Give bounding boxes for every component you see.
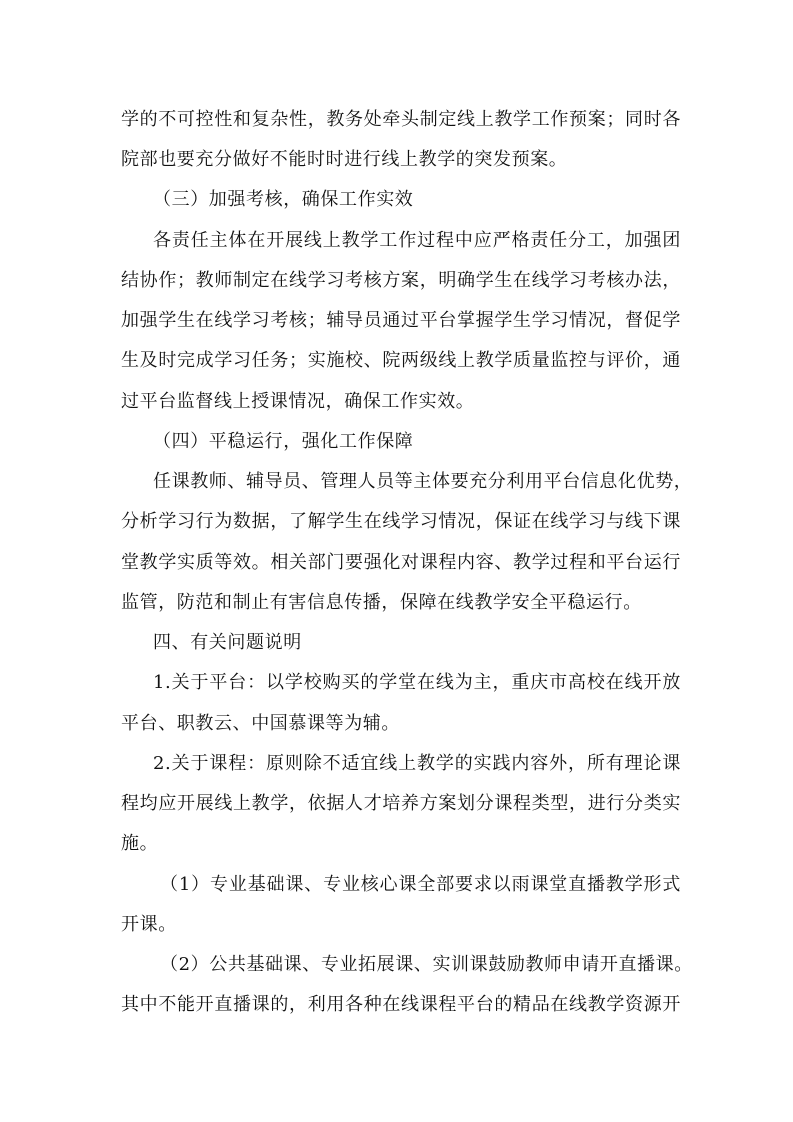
paragraph-line: 施。 bbox=[121, 833, 159, 854]
paragraph-line: 生及时完成学习任务；实施校、院两级线上教学质量监控与评价，通 bbox=[121, 350, 681, 371]
paragraph-line: 分析学习行为数据，了解学生在线学习情况，保证在线学习与线下课 bbox=[121, 511, 681, 532]
section-heading: （四）平稳运行，强化工作保障 bbox=[153, 431, 414, 452]
paragraph-line: 院部也要充分做好不能时时进行线上教学的突发预案。 bbox=[121, 149, 568, 170]
paragraph-line: 程均应开展线上教学，依据人才培养方案划分课程类型，进行分类实 bbox=[121, 793, 681, 814]
section-heading: 四、有关问题说明 bbox=[153, 632, 302, 653]
paragraph-line: 1.关于平台：以学校购买的学堂在线为主，重庆市高校在线开放 bbox=[153, 672, 681, 693]
paragraph-line: （1）专业基础课、专业核心课全部要求以雨课堂直播教学形式 bbox=[160, 874, 681, 895]
paragraph-line: 开课。 bbox=[121, 914, 177, 935]
paragraph-line: 各责任主体在开展线上教学工作过程中应严格责任分工，加强团 bbox=[153, 230, 681, 251]
section-heading: （三）加强考核，确保工作实效 bbox=[153, 189, 414, 210]
paragraph-line: 加强学生在线学习考核；辅导员通过平台掌握学生学习情况，督促学 bbox=[121, 310, 681, 331]
paragraph-line: 监管，防范和制止有害信息传播，保障在线教学安全平稳运行。 bbox=[121, 592, 642, 613]
paragraph-line: （2）公共基础课、专业拓展课、实训课鼓励教师申请开直播课。 bbox=[160, 954, 693, 975]
paragraph-line: 过平台监督线上授课情况，确保工作实效。 bbox=[121, 391, 475, 412]
paragraph-line: 平台、职教云、中国慕课等为辅。 bbox=[121, 713, 400, 734]
paragraph-line: 堂教学实质等效。相关部门要强化对课程内容、教学过程和平台运行 bbox=[121, 552, 681, 573]
paragraph-line: 其中不能开直播课的，利用各种在线课程平台的精品在线教学资源开 bbox=[121, 994, 681, 1015]
paragraph-line: 2.关于课程：原则除不适宜线上教学的实践内容外，所有理论课 bbox=[153, 753, 681, 774]
paragraph-line: 学的不可控性和复杂性，教务处牵头制定线上教学工作预案；同时各 bbox=[121, 109, 681, 130]
paragraph-line: 任课教师、辅导员、管理人员等主体要充分利用平台信息化优势， bbox=[153, 471, 693, 492]
paragraph-line: 结协作；教师制定在线学习考核方案，明确学生在线学习考核办法， bbox=[121, 270, 681, 291]
